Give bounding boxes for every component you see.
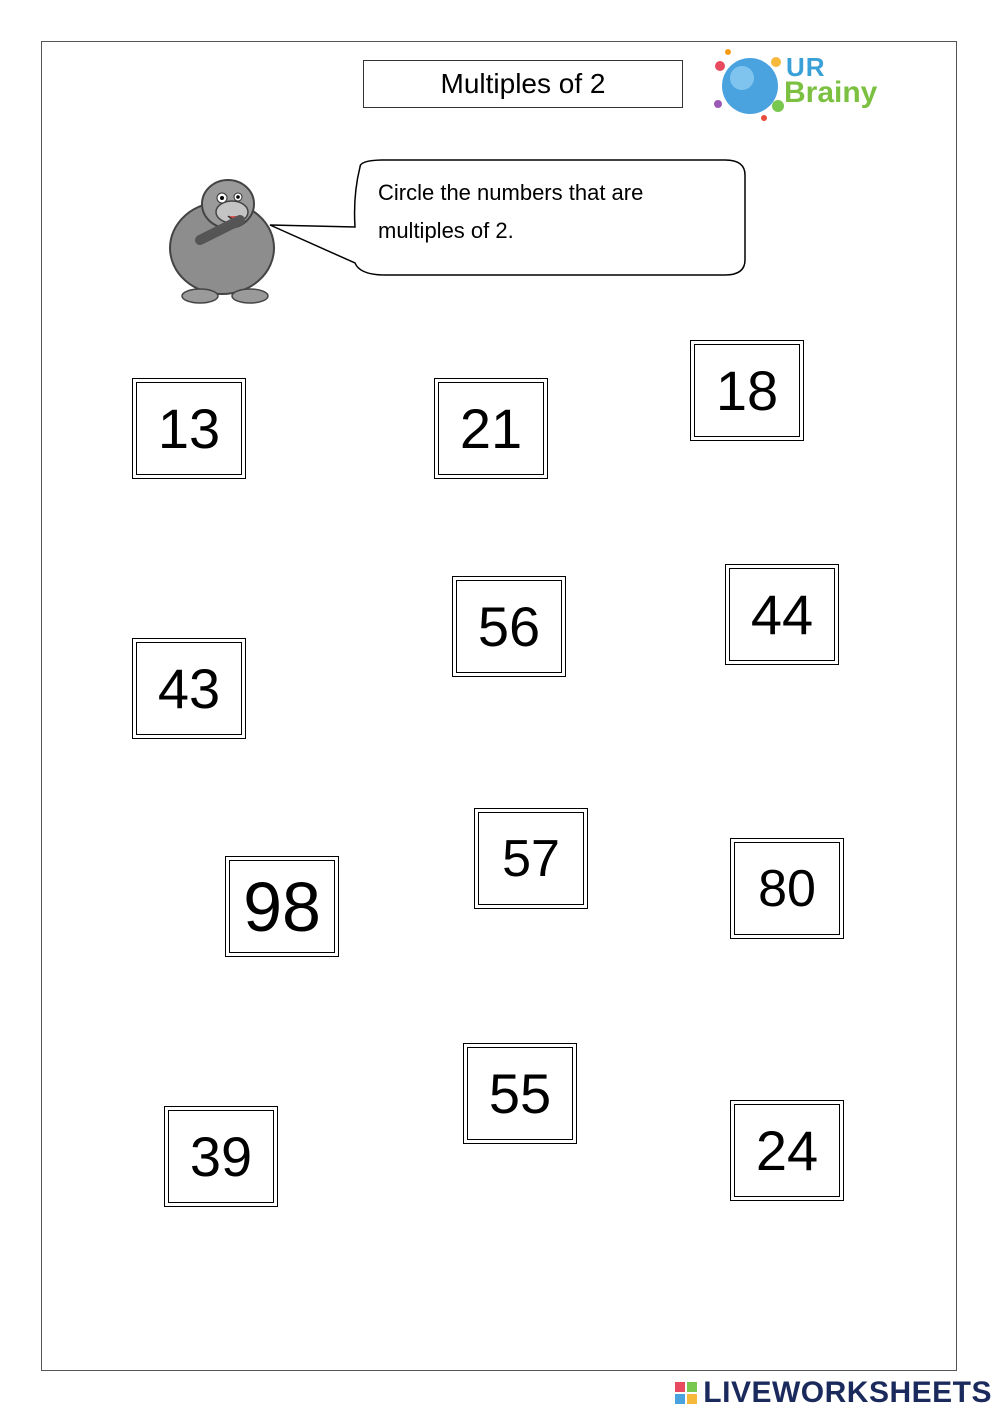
worksheet-title: Multiples of 2 (363, 60, 683, 108)
logo-text-brainy: Brainy (784, 76, 878, 109)
number-box[interactable]: 44 (725, 564, 839, 665)
instruction-line-2: multiples of 2. (378, 218, 514, 243)
instruction-line-1: Circle the numbers that are (378, 180, 644, 205)
liveworksheets-text: LIVEWORKSHEETS (703, 1376, 992, 1409)
number-box[interactable]: 24 (730, 1100, 844, 1201)
liveworksheets-brand (675, 1376, 992, 1410)
liveworksheets-icon (675, 1382, 697, 1404)
number-box[interactable]: 57 (474, 808, 588, 909)
number-box[interactable]: 56 (452, 576, 566, 677)
number-box[interactable]: 13 (132, 378, 246, 479)
number-box[interactable]: 43 (132, 638, 246, 739)
number-box[interactable]: 98 (225, 856, 339, 957)
instruction-text (378, 174, 718, 250)
number-box[interactable]: 80 (730, 838, 844, 939)
number-box[interactable]: 18 (690, 340, 804, 441)
number-box[interactable]: 21 (434, 378, 548, 479)
number-box[interactable]: 39 (164, 1106, 278, 1207)
logo-text-ur: UR (786, 52, 826, 82)
number-box[interactable]: 55 (463, 1043, 577, 1144)
